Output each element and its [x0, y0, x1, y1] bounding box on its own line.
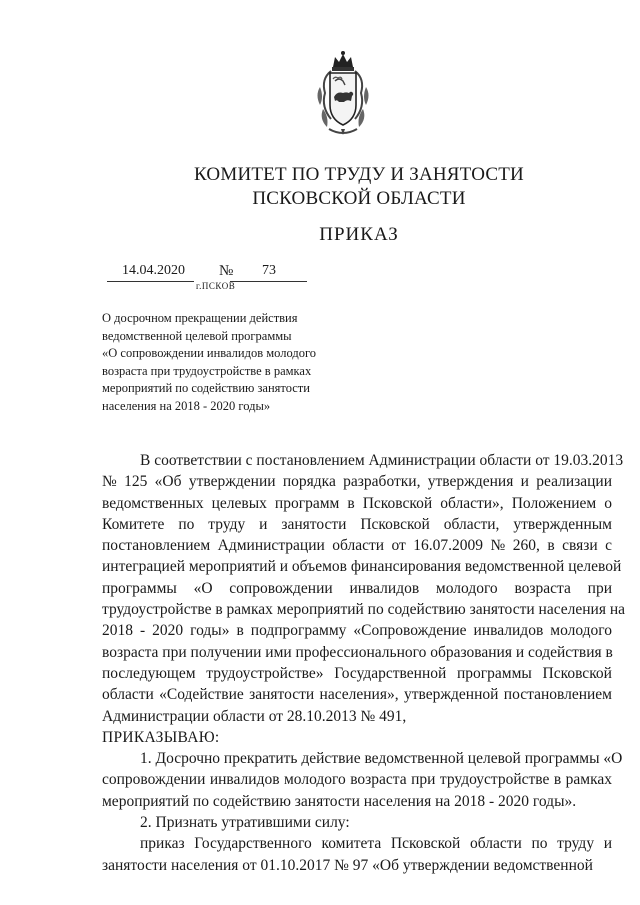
preamble-line: ведомственных целевых программ в Псковской области», Положением о	[102, 494, 613, 512]
preamble-line: возраста при получении ими профессионального образования и содействия в	[102, 643, 613, 661]
item-1-line: сопровождении инвалидов молодого возраста при трудоустройстве в рамках	[102, 771, 613, 789]
subject-line: возраста при трудоустройстве в рамках	[102, 363, 312, 378]
preamble-line: 2018 - 2020 годы» в подпрограмму «Сопровождение инвалидов молодого	[102, 622, 613, 640]
item-1-line: мероприятий по содействию занятости населения на 2018 - 2020 годы».	[102, 792, 577, 810]
preamble-line: области «Содействие занятости населения», утвержденной постановлением	[102, 686, 612, 704]
registration-number-sign: №	[219, 263, 234, 279]
preamble-line: Администрации области от 28.10.2013 № 491,	[102, 707, 407, 725]
item-2-sub	[102, 833, 612, 876]
registration-city: г.ПСКОВ	[196, 281, 236, 291]
subject-line: населения на 2018 - 2020 годы»	[102, 398, 271, 413]
registration-date: 14.04.2020	[122, 263, 185, 278]
preamble-line: интеграцией мероприятий и объемов финансирования ведомственной целевой	[102, 558, 622, 576]
preamble-line: последующем трудоустройстве» Государственной программы Псковской	[102, 664, 612, 682]
document-body	[102, 450, 626, 876]
subject-line: мероприятий по содействию занятости	[102, 381, 310, 395]
item-1-line: 1. Досрочно прекратить действие ведомственной целевой программы «О	[140, 750, 623, 768]
subject-line: «О сопровождении инвалидов молодого	[102, 346, 317, 360]
order-word: ПРИКАЗЫВАЮ:	[102, 728, 220, 746]
preamble-line: Комитете по труду и занятости Псковской области, утвержденным	[102, 515, 612, 533]
preamble-line: В соответствии с постановлением Администрации области от 19.03.2013	[140, 452, 624, 469]
date-underline	[107, 281, 194, 282]
subject-line: ведомственной целевой программы	[102, 328, 292, 343]
preamble-line: трудоустройстве в рамках мероприятий по содействию занятости населения на	[102, 601, 626, 619]
item-1	[102, 748, 623, 812]
preamble-paragraph	[102, 450, 626, 727]
preamble-line: № 125 «Об утверждении порядка разработки, утверждения и реализации	[102, 473, 613, 491]
preamble-line: программы «О сопровождении инвалидов молодого возраста при	[102, 579, 612, 597]
document-subject	[102, 310, 392, 415]
registration-number: 73	[262, 263, 276, 278]
item-2-sub-line: занятости населения от 01.10.2017 № 97 «Об утверждении ведомственной	[102, 856, 593, 874]
document-type: ПРИКАЗ	[319, 224, 399, 245]
subject-line: О досрочном прекращении действия	[102, 311, 298, 325]
item-2-sub-line: приказ Государственного комитета Псковской области по труду и	[140, 835, 613, 853]
pskov-coat-of-arms-icon	[311, 49, 375, 139]
item-2: 2. Признать утратившими силу:	[140, 814, 350, 832]
organization-name-line2: ПСКОВСКОЙ ОБЛАСТИ	[252, 188, 466, 209]
organization-name-line1: КОМИТЕТ ПО ТРУДУ И ЗАНЯТОСТИ	[194, 164, 524, 185]
number-underline	[230, 281, 307, 282]
preamble-line: постановлением Администрации области от 16.07.2009 № 260, в связи с	[102, 537, 612, 555]
